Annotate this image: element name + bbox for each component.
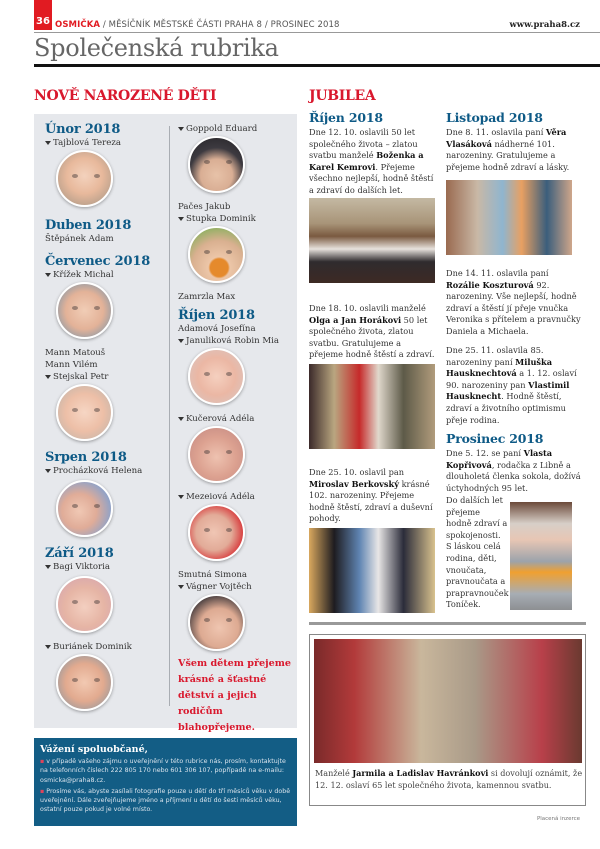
baby-name: Vágner Vojtěch: [178, 582, 252, 592]
baby-name: Stejskal Petr: [45, 372, 108, 382]
couple-photo: [309, 198, 435, 283]
month-heading: Únor 2018: [45, 122, 121, 137]
birth-wish-text: Všem dětem přejeme krásné a šťastné dětství a jejich rodičům blahopřejeme.: [178, 658, 291, 733]
baby-name: Kučerová Adéla: [178, 414, 254, 424]
baby-name: Adamová Josefína: [178, 324, 256, 334]
page-title: Společenská rubrika: [34, 34, 279, 62]
baby-photo: [188, 594, 245, 651]
births-panel: [34, 114, 297, 733]
caret-down-icon: [45, 273, 51, 277]
jubilee-entry-continued: Do dalších let přejeme hodně zdraví a spokojenosti. S láskou celá rodina, děti, vnoučata, pravnoučata a prapravnouček Toníček.: [446, 495, 509, 610]
baby-name: Štěpánek Adam: [45, 234, 114, 244]
info-paragraph: ▪ Prosíme vás, abyste zasílali fotografie pouze u dětí do tří měsíců věku v době uveřejnění. Dále zveřejňujeme jméno a příjmení u dětí do šesti měsíců věku, ostatní pouze pokud je volné místo.: [40, 787, 291, 814]
caret-down-icon: [45, 375, 51, 379]
celebration-photo: [309, 528, 435, 613]
contact-info-box: [34, 738, 297, 826]
month-heading: Říjen 2018: [309, 110, 383, 125]
baby-photo: [56, 282, 113, 339]
jubilee-entry: Dne 18. 10. oslavili manželé Olga a Jan Horákovi 50 let společného života, zlatou svatbu. Gratulujeme a přejeme hodně štěstí a zdraví.: [309, 303, 435, 360]
baby-photo: [188, 348, 245, 405]
baby-photo: [188, 136, 245, 193]
jubilea-heading: JUBILEA: [309, 88, 376, 104]
caret-down-icon: [178, 585, 184, 589]
jubilee-entry: Dne 12. 10. oslavili 50 let společného života – zlatou svatbu manželé Boženka a Karel Kemrovi. Přejeme všechno nejlepší, hodně štěstí a zdraví do dalších let.: [309, 127, 434, 195]
jubilee-entry: Dne 8. 11. oslavila paní Věra Vlasáková nádherné 101. narozeniny. Gratulujeme a přejeme hodně zdraví a lásky.: [446, 127, 570, 172]
masthead: [55, 20, 340, 30]
couple-photo: [309, 364, 435, 449]
baby-name: Zamrzla Max: [178, 292, 236, 302]
paid-announcement: [309, 634, 586, 806]
caret-down-icon: [45, 141, 51, 145]
month-heading: Červenec 2018: [45, 254, 151, 269]
info-title: Vážení spoluobčané,: [40, 744, 148, 755]
baby-name: Mann Vilém: [45, 360, 98, 370]
month-heading: Říjen 2018: [178, 308, 255, 323]
births-heading: NOVĚ NAROZENÉ DĚTI: [34, 88, 217, 104]
bullet-icon: ▪: [40, 787, 45, 795]
jubilee-entry: Dne 25. 10. oslavil pan Miroslav Berkovský krásné 102. narozeniny. Přejeme hodně štěstí, zdraví a duševní pohody.: [309, 467, 433, 524]
brand-name: OSMIČKA: [55, 20, 101, 30]
bullet-icon: ▪: [40, 758, 45, 765]
baby-name: Bagi Viktoria: [45, 562, 110, 572]
announcement-caption: Manželé Jarmila a Ladislav Havránkovi si dovolují oznámit, že 12. 12. oslaví 65 let společného života, kamennou svatbu.: [315, 768, 583, 790]
portrait-photo: [446, 180, 572, 255]
baby-name: Procházková Helena: [45, 466, 142, 476]
caret-down-icon: [178, 127, 184, 131]
caret-down-icon: [178, 339, 184, 343]
paid-ad-label: Placená inzerce: [536, 816, 580, 822]
jubilee-entry: Dne 14. 11. oslavila paní Rozálie Koszturová 92. narozeniny. Vše nejlepší, hodně zdraví a štěstí jí přeje vnučka Veronika s přítelem a pravnučky Daniela a Michaela.: [446, 268, 581, 336]
portrait-photo: [510, 502, 572, 610]
jubilee-entry: Dne 5. 12. se paní Vlasta Kopřivová, rodačka z Libně a dlouholetá členka sokola, dožívá úctyhodných 95 let.: [446, 448, 581, 493]
caret-down-icon: [178, 217, 184, 221]
info-paragraph: ▪ v případě vašeho zájmu o uveřejnění v této rubrice nás, prosím, kontaktujte na telefonních číslech 222 805 170 nebo 601 306 107, popřípadě na e-mailu: osmicka@praha8.cz.: [40, 758, 286, 784]
month-heading: Prosinec 2018: [446, 431, 544, 446]
masthead-subtitle: / MĚSÍČNÍK MĚSTSKÉ ČÁSTI PRAHA 8 / PROSINEC 2018: [100, 20, 340, 30]
baby-name: Tajblová Tereza: [45, 138, 121, 148]
baby-photo: [56, 384, 113, 441]
baby-name: Smutná Simona: [178, 570, 248, 580]
page-number: 36: [34, 0, 52, 30]
month-heading: Duben 2018: [45, 218, 132, 233]
baby-name: Stupka Dominik: [178, 214, 256, 224]
site-url-link[interactable]: www.praha8.cz: [509, 20, 580, 30]
baby-photo: [188, 426, 245, 483]
baby-photo: [56, 150, 113, 207]
month-heading: Září 2018: [45, 546, 114, 561]
baby-photo: [56, 654, 113, 711]
baby-name: Křížek Michal: [45, 270, 114, 280]
title-divider: [34, 64, 600, 67]
baby-photo: [188, 504, 245, 561]
header-divider: [34, 32, 600, 33]
month-heading: Listopad 2018: [446, 110, 543, 125]
baby-photo: [56, 576, 113, 633]
baby-name: Buriánek Dominik: [45, 642, 132, 652]
jubilee-entry: Dne 25. 11. oslavila 85. narozeniny paní Miluška Hausknechtová a 1. 12. oslaví 90. narozeniny pan Vlastimil Hausknecht. Hodně štěstí, zdraví a životního optimismu přeje rodina.: [446, 345, 577, 425]
baby-photo: [188, 226, 245, 283]
caret-down-icon: [178, 417, 184, 421]
baby-name: Januliková Robin Mia: [178, 336, 279, 346]
caret-down-icon: [45, 645, 51, 649]
baby-name: Goppold Eduard: [178, 124, 257, 134]
caret-down-icon: [45, 565, 51, 569]
caret-down-icon: [45, 469, 51, 473]
month-heading: Srpen 2018: [45, 450, 127, 465]
baby-photo: [56, 480, 113, 537]
caret-down-icon: [178, 495, 184, 499]
couple-photo: [314, 639, 582, 763]
baby-name: Mann Matouš: [45, 348, 106, 358]
column-divider: [169, 126, 170, 706]
baby-name: Pačes Jakub: [178, 202, 231, 212]
section-divider: [309, 622, 586, 625]
baby-name: Mezeiová Adéla: [178, 492, 255, 502]
